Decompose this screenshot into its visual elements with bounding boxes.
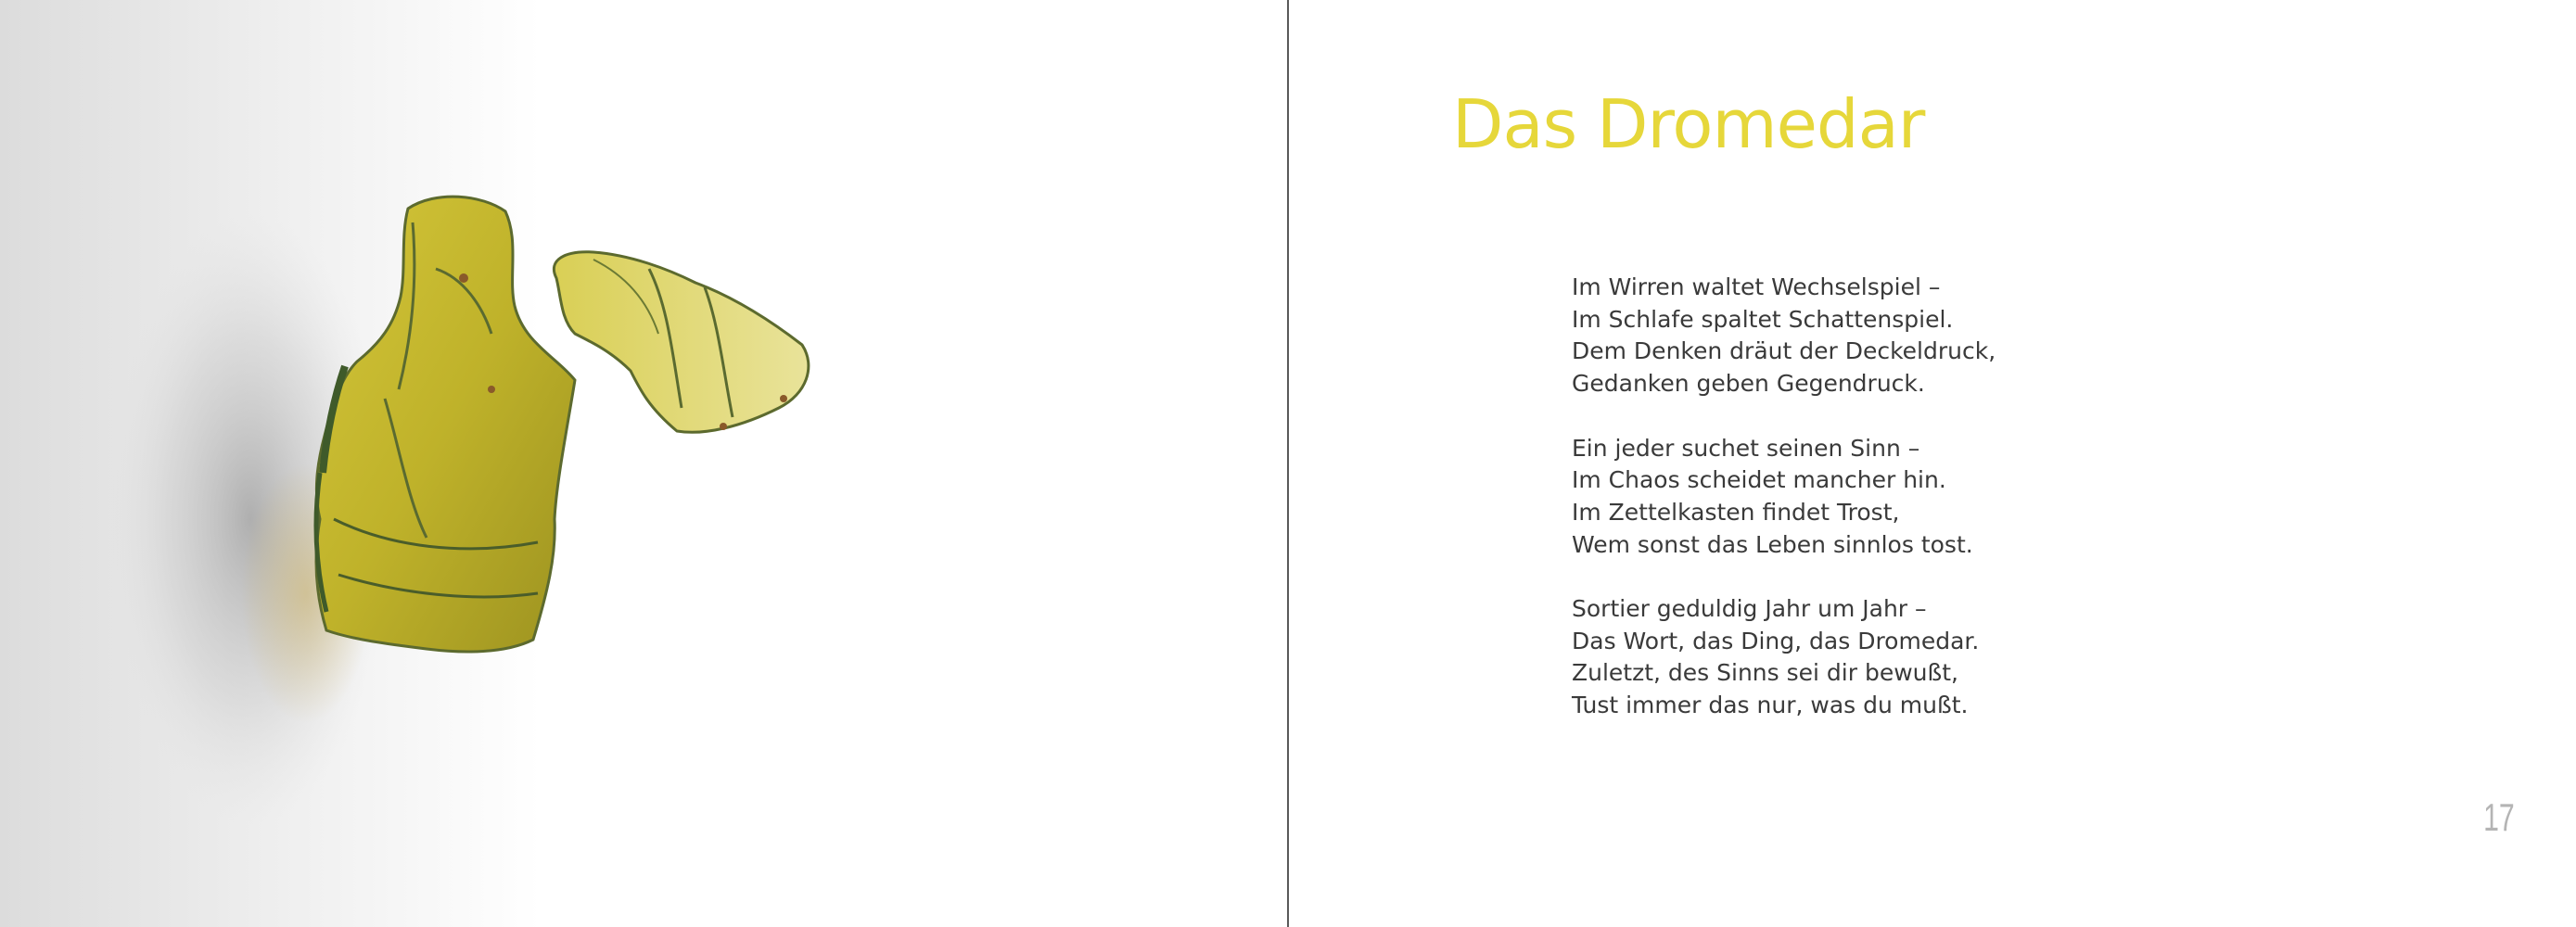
page-number: 17 bbox=[2483, 795, 2515, 839]
poem-body bbox=[1572, 272, 1996, 722]
poem-line: Sortier geduldig Jahr um Jahr – bbox=[1572, 595, 1927, 622]
poem-line: Im Zettelkasten findet Trost, bbox=[1572, 498, 1900, 526]
poem-line: Zuletzt, des Sinns sei dir bewußt, bbox=[1572, 659, 1958, 687]
right-page bbox=[1289, 0, 2576, 927]
poem-line: Wem sonst das Leben sinnlos tost. bbox=[1572, 530, 1973, 558]
poem-line: Das Wort, das Ding, das Dromedar. bbox=[1572, 627, 1980, 654]
poem-line: Dem Denken dräut der Deckeldruck, bbox=[1572, 337, 1996, 365]
stanza bbox=[1572, 272, 1996, 400]
poem-line: Tust immer das nur, was du mußt. bbox=[1572, 692, 1969, 719]
stanza bbox=[1572, 433, 1996, 562]
poem-title: Das Dromedar bbox=[1452, 85, 1925, 163]
poem-line: Im Schlafe spaltet Schattenspiel. bbox=[1572, 305, 1954, 333]
poem-line: Im Wirren waltet Wechselspiel – bbox=[1572, 273, 1941, 300]
poem-line: Gedanken geben Gegendruck. bbox=[1572, 370, 1925, 398]
stanza bbox=[1572, 593, 1996, 722]
poem-line: Ein jeder suchet seinen Sinn – bbox=[1572, 434, 1920, 462]
poem-line: Im Chaos scheidet mancher hin. bbox=[1572, 466, 1946, 494]
